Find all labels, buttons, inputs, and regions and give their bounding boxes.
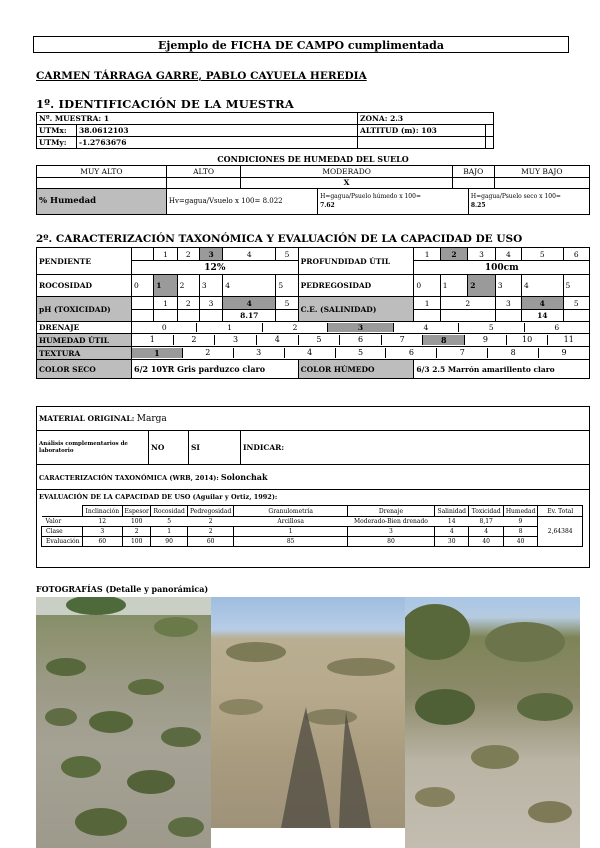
humedad-mark: X bbox=[241, 177, 453, 188]
level-alto: ALTO bbox=[166, 165, 240, 177]
level-muy-bajo: MUY BAJO bbox=[494, 165, 589, 177]
altitud-cell: ALTITUD (m): 103 bbox=[358, 125, 486, 137]
color-humedo-label: COLOR HÚMEDO bbox=[298, 360, 414, 379]
taxonomica-table bbox=[36, 464, 590, 490]
analisis-si: SI bbox=[189, 431, 241, 465]
utmy-value: -1.2763676 bbox=[77, 137, 358, 149]
level-bajo: BAJO bbox=[452, 165, 494, 177]
ph-label: pH (TOXICIDAD) bbox=[37, 297, 132, 322]
pendiente-value: 12% bbox=[132, 261, 299, 275]
photos-title: FOTOGRAFÍAS (Detalle y panorámica) bbox=[36, 584, 209, 594]
analisis-indicar: INDICAR: bbox=[241, 431, 590, 465]
analisis-label: Análisis complementarios de laboratorio bbox=[37, 431, 149, 465]
utmx-value: 38.0612103 bbox=[77, 125, 358, 137]
h-humedo: H=gagua/Psuelo húmedo x 100= 7.62 bbox=[318, 188, 469, 214]
ce-label: C.E. (SALINIDAD) bbox=[298, 297, 414, 322]
muestra-cell: Nº. MUESTRA: 1 bbox=[37, 113, 358, 125]
material-cell: MATERIAL ORIGINAL: Marga bbox=[37, 407, 590, 431]
page-title: Ejemplo de FICHA DE CAMPO cumplimentada bbox=[33, 36, 569, 53]
evaluacion-total: 2,64384 bbox=[538, 517, 583, 547]
rocosidad-label: ROCOSIDAD bbox=[37, 275, 132, 297]
color-humedo-value: 6/3 2.5 Marrón amarillento claro bbox=[414, 360, 590, 379]
h-seco: H=gagua/Psuelo seco x 100= 8.25 bbox=[468, 188, 589, 214]
table-row: Evaluación 60 100 90 60 85 80 30 40 40 bbox=[42, 537, 583, 547]
authors: CARMEN TÁRRAGA GARRE, PABLO CAYUELA HEREDIA bbox=[36, 70, 367, 82]
textura-label: TEXTURA bbox=[37, 347, 132, 360]
evaluacion-grid: Inclinación Espesor Rocosidad Pedregosidad Granulometría Drenaje Salinidad Toxicidad Humedad Ev. Total Valor 12 100 5 2 Arcillosa Moderado-Bien drenado 14 8,17 9 2,64384 Clase 3 2 1 2 1 3 4 4 8 Evaluación 60 100 90 60 85 80 30 40 40 bbox=[41, 505, 583, 547]
empty-cell bbox=[486, 137, 494, 149]
taxonomica-cell: CARACTERIZACIÓN TAXONÓMICA (WRB, 2014): Solonchak bbox=[37, 465, 590, 490]
section-2-title: 2º. CARACTERIZACIÓN TAXONÓMICA Y EVALUACIÓN DE LA CAPACIDAD DE USO bbox=[36, 233, 523, 245]
utmx-label: UTMx: bbox=[37, 125, 77, 137]
profundidad-value: 100cm bbox=[414, 261, 590, 275]
altitud-empty bbox=[486, 125, 494, 137]
caracterizacion-table: PENDIENTE 1 2 3 4 5 PROFUNDIDAD ÚTIL 1 2 3 4 5 6 12% 100cm ROCOSIDAD 0 1 2 3 4 5 PEDREGOSIDAD 0 1 2 3 4 5 pH (TOXICIDAD) 1 2 3 4 5 C.E. (SALINIDAD) 1 2 3 4 5 8.17 14 DRENAJE 0 1 2 3 4 5 6 HUMEDAD ÚTIL 1 2 3 4 5 6 7 8 9 10 11 TEXTURA 1 2 3 4 5 6 7 8 9 COLOR SECO 6/2 10YR Gris parduzco claro COLOR HÚMEDO 6/3 2.5 Marrón amarillento claro bbox=[36, 247, 590, 379]
photo-vegetation-slope bbox=[405, 597, 580, 848]
identification-table bbox=[36, 112, 494, 149]
evaluacion-title: EVALUACIÓN DE LA CAPACIDAD DE USO (Aguilar y Ortiz, 1992): bbox=[39, 493, 278, 501]
empty-cell bbox=[358, 137, 486, 149]
material-table bbox=[36, 406, 590, 431]
level-moderado: MODERADO bbox=[241, 165, 453, 177]
ph-value: 8.17 bbox=[223, 310, 276, 322]
zona-cell: ZONA: 2.3 bbox=[358, 113, 494, 125]
drenaje-label: DRENAJE bbox=[37, 322, 132, 334]
utmy-label: UTMy: bbox=[37, 137, 77, 149]
humedad-label: % Humedad bbox=[37, 188, 167, 214]
humedad-table bbox=[36, 154, 590, 215]
section-1-title: 1º. IDENTIFICACIÓN DE LA MUESTRA bbox=[36, 97, 295, 111]
level-muy-alto: MUY ALTO bbox=[37, 165, 167, 177]
color-seco-value: 6/2 10YR Gris parduzco claro bbox=[132, 360, 299, 379]
humedad-title: CONDICIONES DE HUMEDAD DEL SUELO bbox=[217, 154, 409, 165]
humedad-util-label: HUMEDAD ÚTIL bbox=[37, 334, 132, 347]
analisis-no: NO bbox=[149, 431, 189, 465]
evaluacion-box bbox=[36, 489, 590, 568]
table-row: Valor 12 100 5 2 Arcillosa Moderado-Bien drenado 14 8,17 9 2,64384 bbox=[42, 517, 583, 527]
analisis-table bbox=[36, 430, 590, 465]
photo-panorama-sandy bbox=[211, 597, 405, 828]
ce-value: 14 bbox=[522, 310, 564, 322]
photo-detail-shrubland bbox=[36, 597, 211, 848]
table-row: Clase 3 2 1 2 1 3 4 4 8 bbox=[42, 527, 583, 537]
profundidad-label: PROFUNDIDAD ÚTIL bbox=[298, 248, 414, 275]
pendiente-label: PENDIENTE bbox=[37, 248, 132, 275]
pedregosidad-label: PEDREGOSIDAD bbox=[298, 275, 414, 297]
hv-formula: Hv=gagua/Vsuelo x 100= 8.022 bbox=[166, 188, 317, 214]
color-seco-label: COLOR SECO bbox=[37, 360, 132, 379]
